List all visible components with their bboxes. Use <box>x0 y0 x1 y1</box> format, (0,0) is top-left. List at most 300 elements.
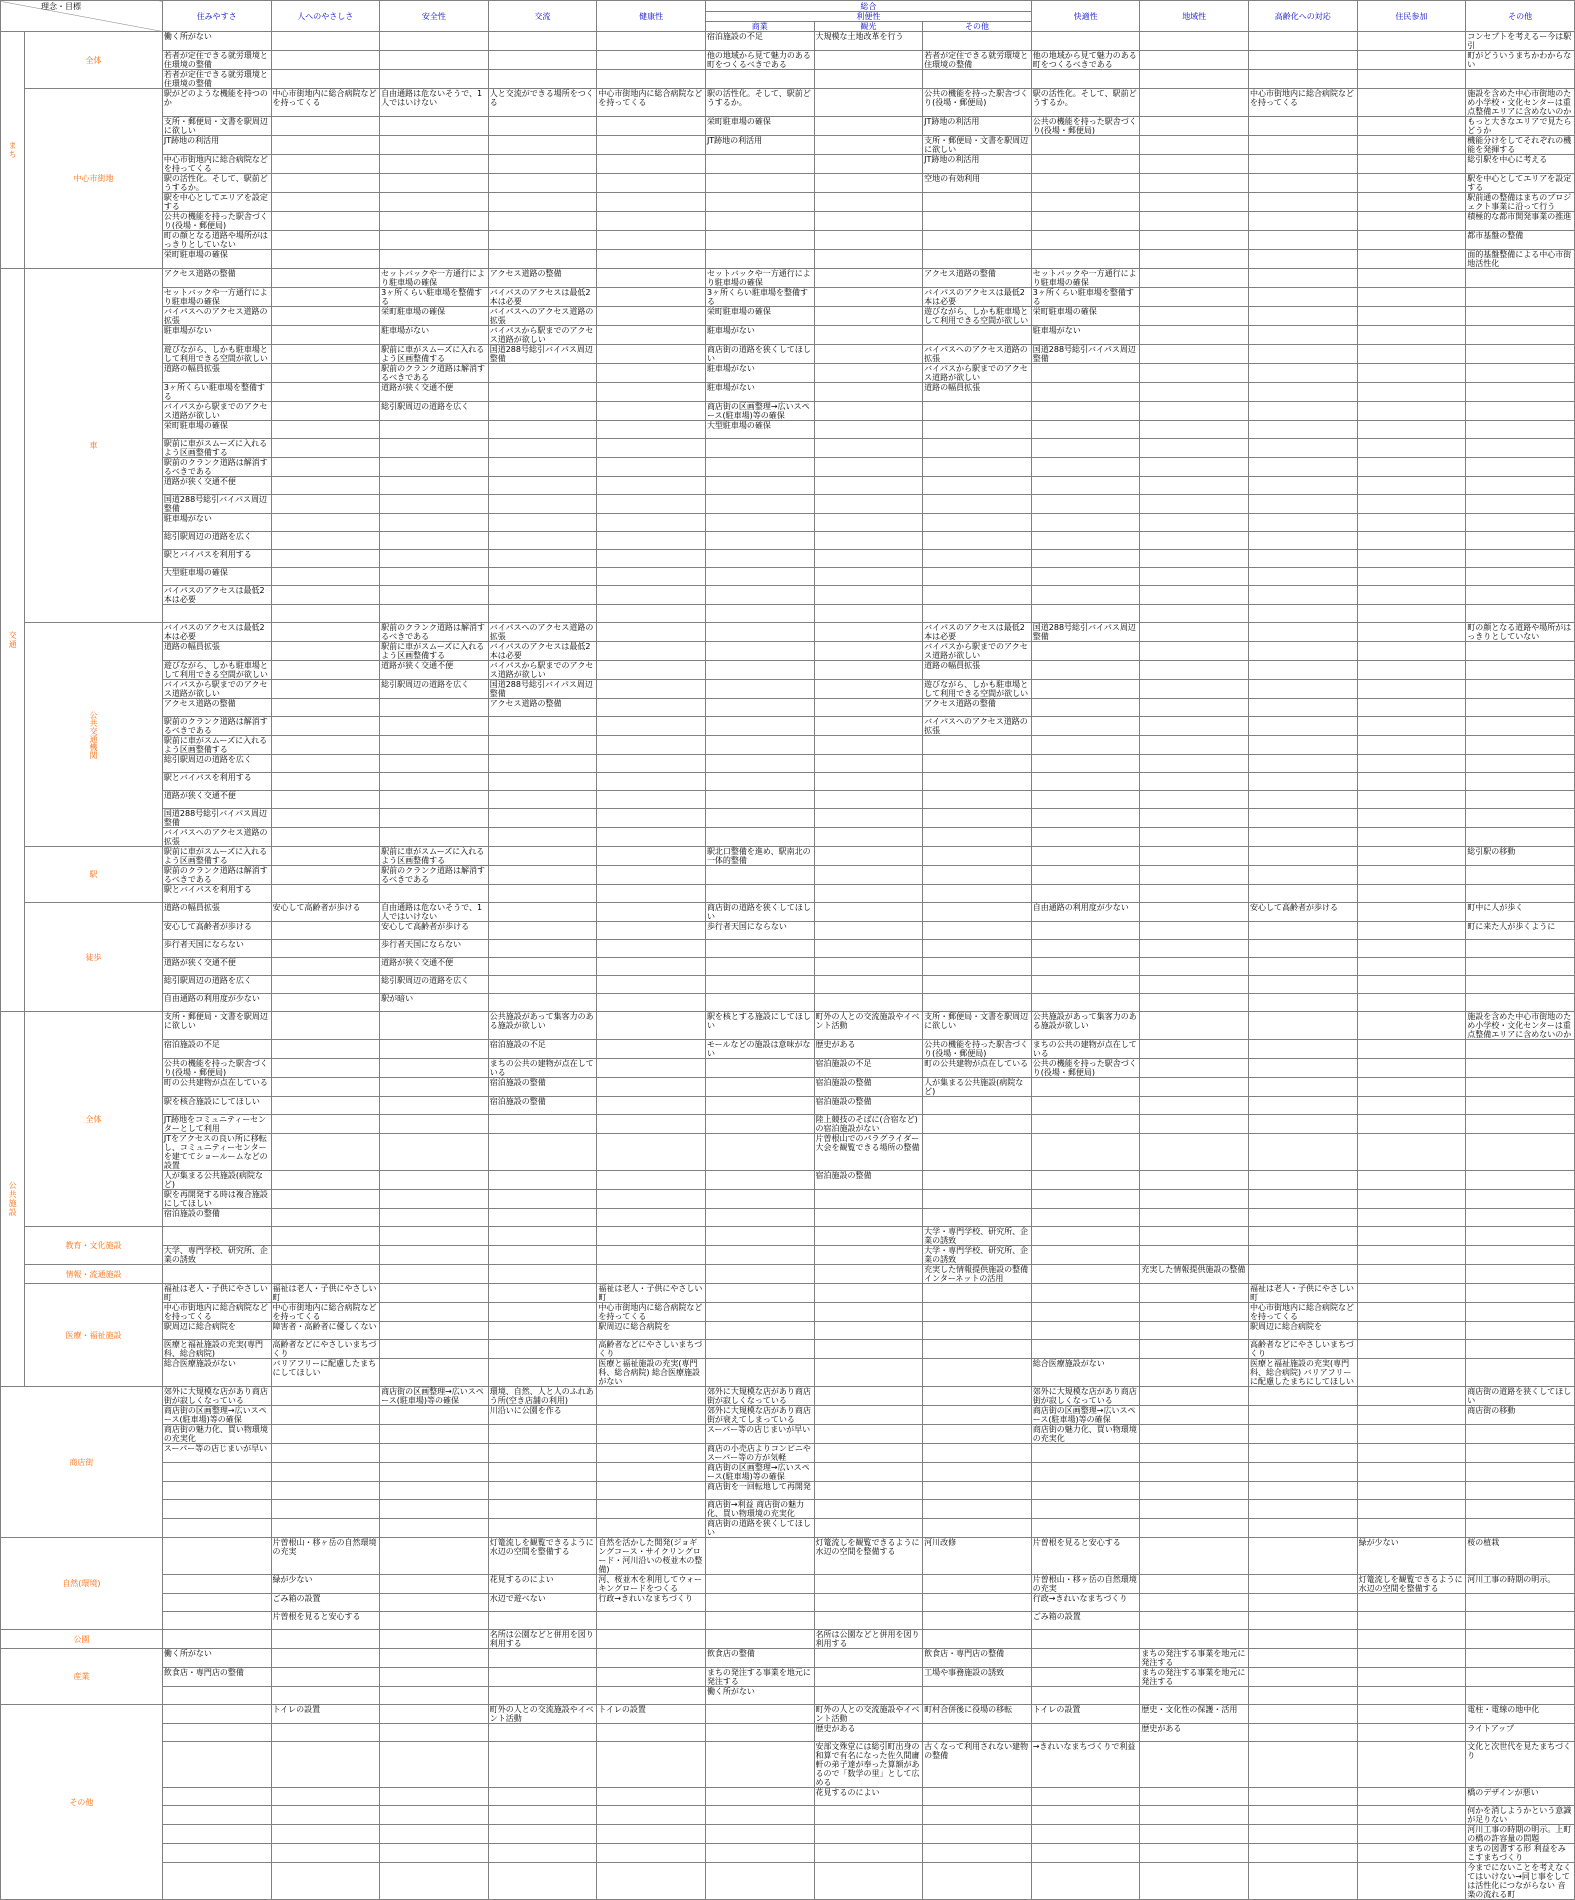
matrix-cell <box>271 1687 380 1705</box>
matrix-cell <box>1249 1246 1358 1265</box>
matrix-cell <box>1249 1825 1358 1844</box>
matrix-cell <box>488 421 597 439</box>
matrix-cell <box>597 699 706 717</box>
matrix-cell <box>1140 439 1249 458</box>
matrix-cell <box>1140 1519 1249 1538</box>
table-row <box>1 1594 1575 1612</box>
table-row <box>1 1387 1575 1406</box>
matrix-cell: 商店街の道路を狭くしてほしい <box>1466 1387 1575 1406</box>
matrix-cell: 機能分けをしてそれぞれの機能を発揮する <box>1466 136 1575 155</box>
matrix-cell <box>1249 495 1358 514</box>
matrix-cell <box>597 1227 706 1246</box>
matrix-cell <box>1140 1500 1249 1519</box>
matrix-cell <box>814 1359 923 1387</box>
matrix-cell <box>1357 1340 1466 1359</box>
matrix-cell <box>1357 51 1466 70</box>
matrix-cell <box>1466 1668 1575 1687</box>
matrix-cell: 歴史がある <box>1140 1724 1249 1742</box>
matrix-cell <box>1249 1705 1358 1724</box>
matrix-cell <box>271 1742 380 1788</box>
matrix-cell: トイレの設置 <box>597 1705 706 1724</box>
matrix-cell <box>1357 1500 1466 1519</box>
matrix-cell <box>923 1115 1032 1134</box>
matrix-cell <box>1249 288 1358 307</box>
matrix-cell <box>162 1575 271 1594</box>
matrix-cell <box>271 1444 380 1463</box>
matrix-cell <box>1140 1594 1249 1612</box>
matrix-cell <box>1140 51 1249 70</box>
matrix-cell <box>597 586 706 605</box>
matrix-cell <box>1031 495 1140 514</box>
matrix-cell <box>814 994 923 1012</box>
matrix-cell <box>488 717 597 736</box>
matrix-cell <box>1466 1078 1575 1097</box>
matrix-cell <box>488 828 597 847</box>
matrix-cell <box>923 903 1032 922</box>
matrix-cell <box>1031 1788 1140 1806</box>
matrix-cell <box>1357 1040 1466 1059</box>
matrix-cell <box>162 1594 271 1612</box>
matrix-cell <box>488 532 597 550</box>
matrix-cell <box>705 568 814 586</box>
matrix-cell <box>271 1788 380 1806</box>
matrix-cell <box>705 1825 814 1844</box>
matrix-cell <box>814 1303 923 1322</box>
matrix-cell <box>1357 1190 1466 1209</box>
matrix-cell <box>1249 699 1358 717</box>
matrix-cell <box>597 940 706 958</box>
matrix-cell: 栄町駐車場の確保 <box>380 307 489 326</box>
matrix-cell <box>271 1209 380 1227</box>
matrix-cell <box>488 922 597 940</box>
matrix-cell: 公共施設があって集客力のある施設が欲しい <box>1031 1012 1140 1040</box>
matrix-cell: 中心市街地内に総合病院などを持ってくる <box>1249 89 1358 117</box>
matrix-cell: 積極的な都市開発事業の推進 <box>1466 212 1575 231</box>
matrix-cell <box>488 1844 597 1863</box>
matrix-cell <box>1357 212 1466 231</box>
matrix-cell <box>380 1630 489 1649</box>
matrix-cell <box>1249 1227 1358 1246</box>
matrix-cell: 町外の人との交流施設やイベント活動 <box>814 1705 923 1724</box>
matrix-cell <box>597 903 706 922</box>
matrix-cell <box>380 1425 489 1444</box>
matrix-cell <box>488 155 597 174</box>
matrix-cell <box>705 958 814 976</box>
matrix-cell: 河川工事の時期の明示。 <box>1466 1575 1575 1594</box>
matrix-cell: JT跡地の利活用 <box>923 117 1032 136</box>
matrix-cell <box>597 680 706 699</box>
matrix-cell <box>380 1482 489 1500</box>
matrix-cell <box>597 885 706 903</box>
matrix-cell: 花見するのによい <box>814 1788 923 1806</box>
matrix-cell <box>162 1863 271 1900</box>
matrix-cell: 駐車場がない <box>705 383 814 402</box>
matrix-cell: 面的基盤整備による中心市街地活性化 <box>1466 250 1575 269</box>
matrix-cell <box>597 345 706 364</box>
matrix-cell <box>1357 288 1466 307</box>
matrix-cell <box>1249 1115 1358 1134</box>
matrix-cell <box>597 1246 706 1265</box>
matrix-cell <box>1466 699 1575 717</box>
matrix-cell <box>162 1538 271 1575</box>
matrix-cell <box>271 307 380 326</box>
matrix-cell <box>1466 1227 1575 1246</box>
matrix-cell <box>1357 885 1466 903</box>
matrix-cell <box>488 755 597 773</box>
matrix-cell: 若者が定住できる就労環境と住環境の整備 <box>162 70 271 89</box>
matrix-cell <box>1466 828 1575 847</box>
table-row <box>1 1425 1575 1444</box>
matrix-cell: 駅北口整備を進め、駅南北の一体的整備 <box>705 847 814 866</box>
matrix-cell <box>814 1406 923 1425</box>
matrix-cell <box>705 1538 814 1575</box>
matrix-cell <box>1140 1463 1249 1482</box>
matrix-cell: バイパスのアクセスは最低2本は必要 <box>923 288 1032 307</box>
matrix-cell <box>597 809 706 828</box>
matrix-cell <box>1031 717 1140 736</box>
table-row <box>1 866 1575 885</box>
matrix-cell <box>705 866 814 885</box>
table-row <box>1 940 1575 958</box>
matrix-cell: 駅とバイパスを利用する <box>162 773 271 791</box>
matrix-cell <box>1031 364 1140 383</box>
matrix-cell <box>1249 326 1358 345</box>
matrix-cell <box>597 383 706 402</box>
table-row <box>1 903 1575 922</box>
matrix-cell <box>1140 421 1249 439</box>
matrix-cell <box>1140 1788 1249 1806</box>
matrix-cell <box>1140 1575 1249 1594</box>
matrix-cell <box>705 212 814 231</box>
matrix-cell <box>705 940 814 958</box>
matrix-cell <box>1249 1687 1358 1705</box>
matrix-cell <box>1357 32 1466 51</box>
matrix-cell: 自然を活かした開発(ジョギングコース・サイクリングロード・河川沿いの桜並木の整備) <box>597 1538 706 1575</box>
table-row <box>1 307 1575 326</box>
matrix-cell: 駅とバイパスを利用する <box>162 885 271 903</box>
matrix-cell <box>597 717 706 736</box>
matrix-cell <box>380 231 489 250</box>
matrix-cell <box>1357 1097 1466 1115</box>
matrix-cell <box>597 1012 706 1040</box>
matrix-cell: 駅前に車がスムーズに入れるよう区画整備する <box>380 345 489 364</box>
matrix-cell <box>271 1844 380 1863</box>
matrix-cell <box>1466 1171 1575 1190</box>
matrix-cell <box>1249 1844 1358 1863</box>
matrix-cell <box>923 940 1032 958</box>
matrix-cell <box>271 117 380 136</box>
matrix-cell <box>1031 1844 1140 1863</box>
matrix-cell <box>1466 550 1575 568</box>
matrix-cell: 桜の植栽 <box>1466 1538 1575 1575</box>
matrix-cell <box>814 699 923 717</box>
matrix-cell <box>271 532 380 550</box>
matrix-cell <box>1140 1538 1249 1575</box>
matrix-cell <box>923 532 1032 550</box>
matrix-cell: 駅周辺に総合病院を <box>162 1322 271 1340</box>
matrix-cell: 大型駐車場の確保 <box>705 421 814 439</box>
matrix-cell <box>1031 1115 1140 1134</box>
matrix-cell <box>597 1097 706 1115</box>
matrix-cell: 遊びながら、しかも駐車場として利用できる空間が欲しい <box>162 661 271 680</box>
matrix-cell <box>488 1265 597 1284</box>
matrix-cell <box>1466 586 1575 605</box>
matrix-cell <box>814 958 923 976</box>
matrix-cell: 行政→きれいなまちづくり <box>1031 1594 1140 1612</box>
matrix-cell <box>597 70 706 89</box>
matrix-cell <box>271 345 380 364</box>
table-row <box>1 1844 1575 1863</box>
matrix-cell <box>271 976 380 994</box>
matrix-cell <box>488 994 597 1012</box>
table-row <box>1 605 1575 623</box>
matrix-cell <box>1031 1190 1140 1209</box>
matrix-cell <box>1357 1303 1466 1322</box>
matrix-cell <box>1140 1482 1249 1500</box>
matrix-cell: 総引駅周辺の道路を広く <box>380 680 489 699</box>
matrix-cell <box>380 495 489 514</box>
matrix-cell <box>1466 307 1575 326</box>
matrix-cell <box>488 136 597 155</box>
matrix-cell <box>705 791 814 809</box>
matrix-cell <box>1249 1078 1358 1097</box>
matrix-cell <box>923 1630 1032 1649</box>
matrix-cell <box>597 458 706 477</box>
matrix-cell <box>597 477 706 495</box>
matrix-cell: 支所・郵便局・文書を駅周辺に欲しい <box>923 1012 1032 1040</box>
matrix-cell: バイパスのアクセスは最低2本は必要 <box>488 642 597 661</box>
matrix-cell <box>1466 605 1575 623</box>
matrix-cell <box>705 495 814 514</box>
header-kindness: 人へのやさしさ <box>271 1 380 32</box>
matrix-cell: 医療と福祉施設の充実(専門科、総合病院) 総合医療施設がない <box>597 1359 706 1387</box>
matrix-cell <box>380 885 489 903</box>
matrix-cell: 施設を含めた中心市街地のため小学校・文化センターは重点整備エリアに含めないのか <box>1466 1012 1575 1040</box>
matrix-cell <box>380 1724 489 1742</box>
matrix-cell <box>1140 1806 1249 1825</box>
matrix-cell <box>597 605 706 623</box>
matrix-cell <box>705 1171 814 1190</box>
matrix-cell <box>814 1806 923 1825</box>
matrix-cell: バイパスへのアクセス道路の拡張 <box>488 623 597 642</box>
matrix-cell <box>1140 642 1249 661</box>
matrix-cell <box>814 976 923 994</box>
matrix-cell <box>1249 1134 1358 1171</box>
matrix-cell <box>271 1825 380 1844</box>
matrix-cell <box>597 1806 706 1825</box>
matrix-cell <box>1466 269 1575 288</box>
matrix-cell <box>597 1742 706 1788</box>
matrix-cell <box>1249 421 1358 439</box>
matrix-cell <box>597 1115 706 1134</box>
matrix-cell <box>923 1171 1032 1190</box>
matrix-cell <box>380 1519 489 1538</box>
matrix-cell: 人が集まる公共施設(病院など) <box>162 1171 271 1190</box>
matrix-cell <box>1357 773 1466 791</box>
matrix-cell <box>1031 550 1140 568</box>
matrix-cell <box>705 1863 814 1900</box>
matrix-cell: 町中に人が歩く <box>1466 903 1575 922</box>
matrix-cell <box>597 307 706 326</box>
matrix-cell <box>1466 326 1575 345</box>
table-row <box>1 736 1575 755</box>
matrix-cell <box>1249 70 1358 89</box>
matrix-cell <box>597 402 706 421</box>
matrix-cell <box>488 364 597 383</box>
matrix-cell <box>1466 1463 1575 1482</box>
matrix-cell: 道路の幅員拡張 <box>162 642 271 661</box>
matrix-cell: モールなどの施設は意味がない <box>705 1040 814 1059</box>
matrix-cell <box>814 605 923 623</box>
matrix-cell <box>488 383 597 402</box>
group-label: 全体 <box>25 32 163 89</box>
matrix-cell <box>380 1134 489 1171</box>
matrix-cell <box>597 791 706 809</box>
matrix-cell <box>1140 1097 1249 1115</box>
matrix-cell: 人と交流ができる場所をつくる <box>488 89 597 117</box>
matrix-cell: 中心市街地内に総合病院などを持ってくる <box>597 89 706 117</box>
matrix-cell <box>1031 1322 1140 1340</box>
matrix-cell <box>271 885 380 903</box>
matrix-cell <box>271 1115 380 1134</box>
matrix-cell: 歴史がある <box>814 1724 923 1742</box>
matrix-cell <box>162 1825 271 1844</box>
matrix-cell <box>271 1500 380 1519</box>
matrix-cell <box>271 1863 380 1900</box>
matrix-cell: 道路の幅員拡張 <box>162 903 271 922</box>
matrix-cell <box>271 250 380 269</box>
matrix-cell <box>923 1359 1032 1387</box>
matrix-cell: 道路が狭く交通不便 <box>380 661 489 680</box>
matrix-cell <box>923 847 1032 866</box>
matrix-cell <box>1466 958 1575 976</box>
matrix-cell <box>814 117 923 136</box>
matrix-cell <box>271 1406 380 1425</box>
matrix-cell <box>597 1863 706 1900</box>
matrix-cell <box>814 791 923 809</box>
matrix-cell <box>1140 345 1249 364</box>
table-row <box>1 1012 1575 1040</box>
matrix-cell <box>1249 1519 1358 1538</box>
matrix-cell: 水辺で遊べない <box>488 1594 597 1612</box>
matrix-cell <box>380 1844 489 1863</box>
group-label: 公共交通機関 <box>25 623 163 847</box>
matrix-cell: もっと大きなエリアで見たらどうか <box>1466 117 1575 136</box>
matrix-cell <box>488 1284 597 1303</box>
matrix-cell <box>488 458 597 477</box>
matrix-cell <box>1357 1742 1466 1788</box>
table-row <box>1 288 1575 307</box>
matrix-cell <box>1031 402 1140 421</box>
matrix-cell <box>597 288 706 307</box>
matrix-cell <box>814 532 923 550</box>
matrix-cell <box>1140 1012 1249 1040</box>
matrix-cell <box>814 642 923 661</box>
matrix-cell: 商店街の区画整理→広いスペース(駐車場)等の確保 <box>162 1406 271 1425</box>
table-row <box>1 532 1575 550</box>
matrix-cell <box>488 174 597 193</box>
matrix-cell <box>705 1078 814 1097</box>
matrix-cell: 高齢者などにやさしいまちづくり <box>271 1340 380 1359</box>
matrix-cell <box>1466 1322 1575 1340</box>
matrix-cell <box>814 586 923 605</box>
matrix-cell <box>1466 1425 1575 1444</box>
matrix-cell <box>923 809 1032 828</box>
matrix-cell <box>380 458 489 477</box>
matrix-cell <box>1140 326 1249 345</box>
matrix-cell: 商店街の魅力化、買い物環境の充実化 <box>1031 1425 1140 1444</box>
matrix-cell <box>1140 1630 1249 1649</box>
table-row <box>1 1482 1575 1500</box>
matrix-cell: 駐車場がない <box>705 364 814 383</box>
matrix-cell: 電柱・電線の地中化 <box>1466 1705 1575 1724</box>
matrix-cell <box>271 717 380 736</box>
matrix-cell <box>1140 1825 1249 1844</box>
matrix-cell <box>1249 532 1358 550</box>
matrix-cell <box>1466 532 1575 550</box>
matrix-cell: 古くなって利用されない建物の整備 <box>923 1742 1032 1788</box>
matrix-cell <box>597 976 706 994</box>
matrix-cell <box>1466 458 1575 477</box>
matrix-cell <box>705 1575 814 1594</box>
matrix-cell <box>162 1724 271 1742</box>
group-label: 情報・流通施設 <box>25 1265 163 1284</box>
matrix-cell: 遊びながら、しかも駐車場として利用できる空間が欲しい <box>923 307 1032 326</box>
matrix-cell <box>705 70 814 89</box>
matrix-cell <box>488 1742 597 1788</box>
matrix-cell: 駅の活性化。そして、駅前どうするか。 <box>705 89 814 117</box>
matrix-cell <box>705 1612 814 1630</box>
matrix-header <box>1 1 1575 32</box>
matrix-cell: 宿泊施設の整備 <box>162 1209 271 1227</box>
matrix-cell <box>380 568 489 586</box>
table-row <box>1 1190 1575 1209</box>
matrix-cell: バイパスへのアクセス道路の拡張 <box>162 307 271 326</box>
matrix-cell <box>814 326 923 345</box>
matrix-cell <box>162 1806 271 1825</box>
matrix-cell <box>1357 477 1466 495</box>
matrix-cell <box>814 345 923 364</box>
matrix-cell <box>1140 1284 1249 1303</box>
matrix-cell <box>271 1040 380 1059</box>
matrix-cell: 駅前のクランク道路は解消するべきである <box>162 458 271 477</box>
table-row <box>1 1246 1575 1265</box>
matrix-cell <box>380 605 489 623</box>
matrix-cell: 駐車場がない <box>1031 326 1140 345</box>
matrix-cell: 駅前に車がスムーズに入れるよう区画整備する <box>162 736 271 755</box>
matrix-cell <box>1140 1863 1249 1900</box>
matrix-cell <box>1140 958 1249 976</box>
matrix-cell <box>1031 136 1140 155</box>
matrix-cell <box>814 1209 923 1227</box>
matrix-cell <box>1357 976 1466 994</box>
matrix-cell: 環境、自然、人と人のふれあう所(空き店舗の利用) <box>488 1387 597 1406</box>
matrix-cell <box>705 1322 814 1340</box>
matrix-cell <box>380 136 489 155</box>
matrix-cell <box>705 532 814 550</box>
matrix-cell <box>1249 383 1358 402</box>
table-row <box>1 586 1575 605</box>
matrix-cell <box>380 1444 489 1463</box>
matrix-cell <box>1249 250 1358 269</box>
matrix-cell: 駅を再開発する時は複合施設にしてほしい <box>162 1190 271 1209</box>
matrix-cell <box>1249 1668 1358 1687</box>
matrix-cell <box>1249 922 1358 940</box>
matrix-cell <box>488 958 597 976</box>
matrix-cell <box>1140 922 1249 940</box>
matrix-cell <box>705 1340 814 1359</box>
matrix-cell <box>380 250 489 269</box>
